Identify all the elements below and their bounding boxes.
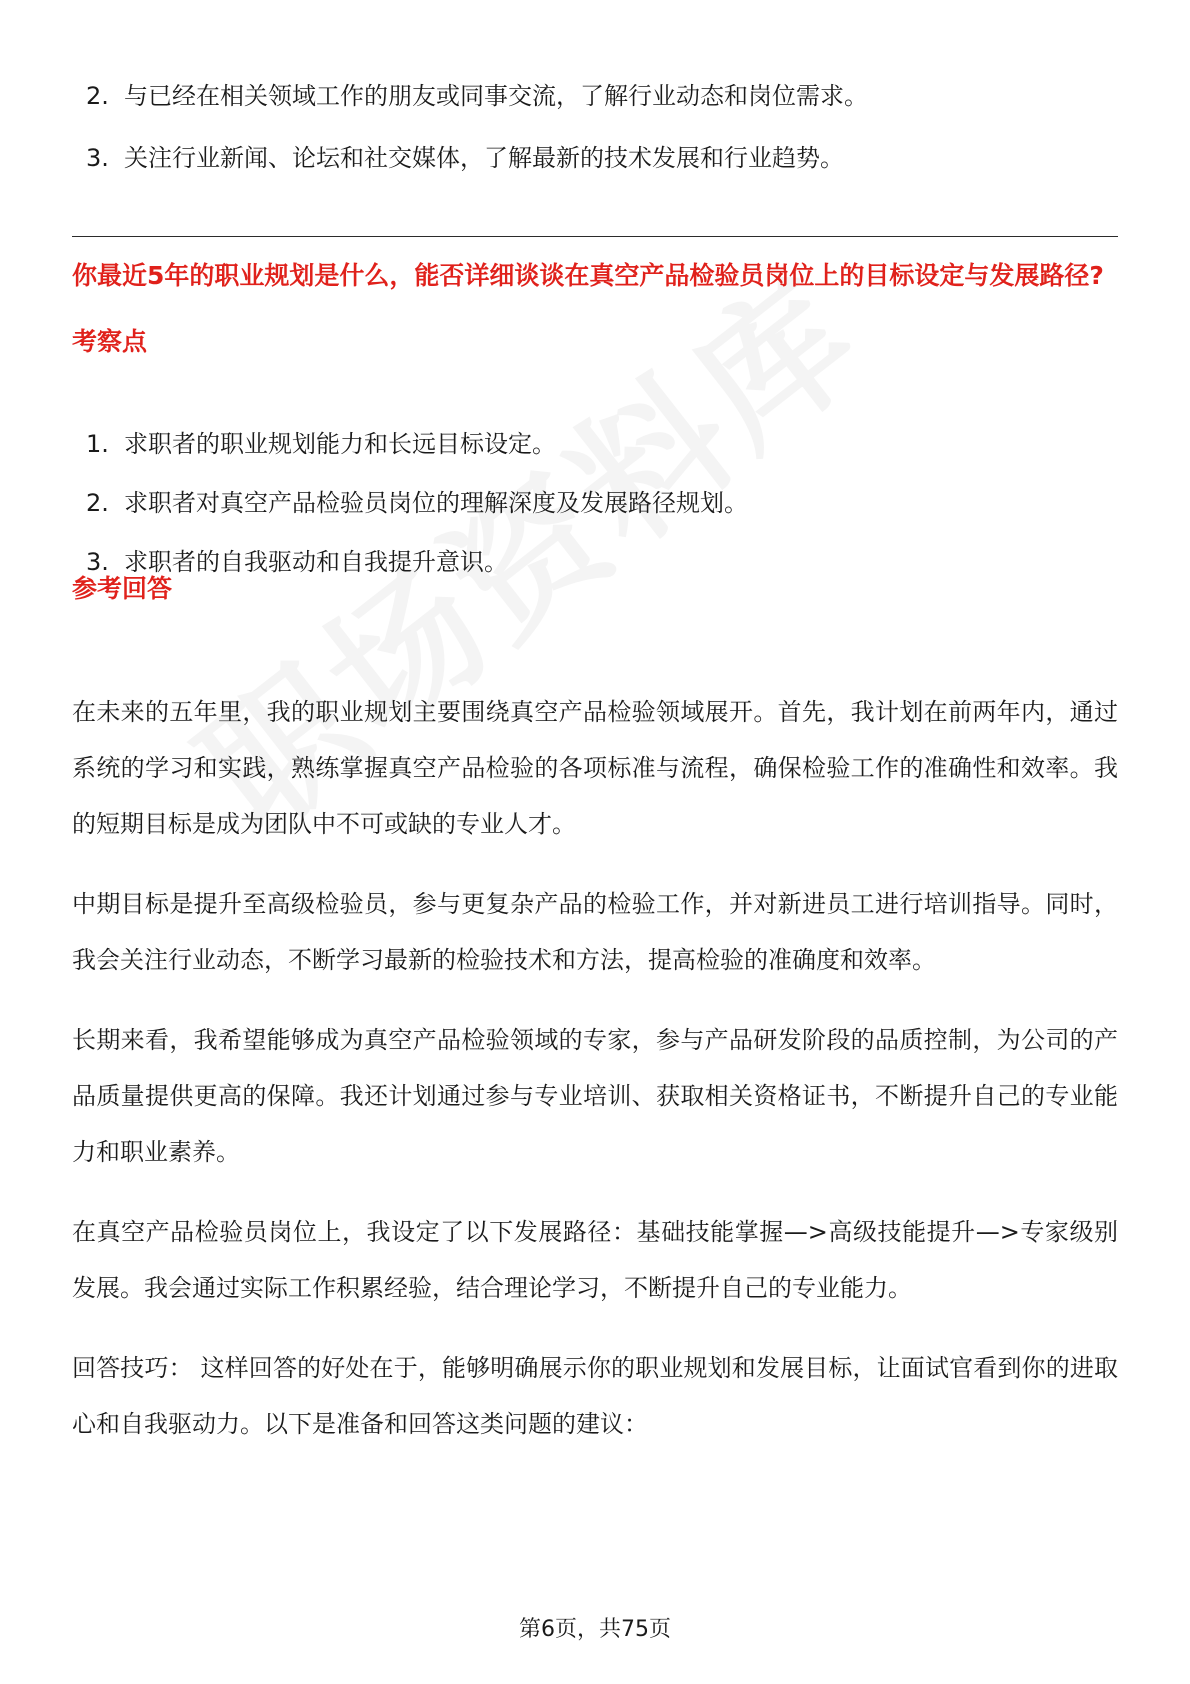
- list-item: [72, 545, 748, 579]
- intro-list: [72, 79, 868, 175]
- list-text: 求职者的自我驱动和自我提升意识。: [124, 548, 508, 576]
- list-text: 关注行业新闻、论坛和社交媒体，了解最新的技术发展和行业趋势。: [124, 144, 844, 172]
- answer-paragraph: 在真空产品检验员岗位上，我设定了以下发展路径：基础技能掌握—>高级技能提升—>专家级别发展。我会通过实际工作积累经验，结合理论学习，不断提升自己的专业能力。: [72, 1218, 1118, 1302]
- list-item: [72, 486, 748, 520]
- list-number: 3.: [86, 548, 109, 576]
- answer-tips-paragraph: 回答技巧： 这样回答的好处在于，能够明确展示你的职业规划和发展目标，让面试官看到你的进取心和自我驱动力。以下是准备和回答这类问题的建议：: [72, 1354, 1118, 1438]
- section-divider: [72, 236, 1118, 237]
- page-number: 第6页，共75页: [519, 1617, 671, 1642]
- list-item: [72, 141, 868, 175]
- list-number: 2.: [86, 82, 109, 110]
- list-text: 求职者的职业规划能力和长远目标设定。: [124, 430, 556, 458]
- answer-paragraph: 中期目标是提升至高级检验员，参与更复杂产品的检验工作，并对新进员工进行培训指导。同时，我会关注行业动态，不断学习最新的检验技术和方法，提高检验的准确度和效率。: [72, 890, 1118, 974]
- list-item: [72, 427, 748, 461]
- answer-body: [72, 684, 1118, 1476]
- answer-heading: 参考回答: [72, 574, 173, 603]
- list-item: [72, 79, 868, 113]
- answer-paragraph: 长期来看，我希望能够成为真空产品检验领域的专家，参与产品研发阶段的品质控制，为公司的产品质量提供更高的保障。我还计划通过参与专业培训、获取相关资格证书，不断提升自己的专业能力和职业素养。: [72, 1026, 1118, 1166]
- list-text: 与已经在相关领域工作的朋友或同事交流，了解行业动态和岗位需求。: [124, 82, 868, 110]
- list-number: 1.: [86, 430, 109, 458]
- answer-paragraph: 在未来的五年里，我的职业规划主要围绕真空产品检验领域展开。首先，我计划在前两年内，通过系统的学习和实践，熟练掌握真空产品检验的各项标准与流程，确保检验工作的准确性和效率。我的短期目标是成为团队中不可或缺的专业人才。: [72, 698, 1118, 838]
- list-number: 2.: [86, 489, 109, 517]
- interview-question: 你最近5年的职业规划是什么，能否详细谈谈在真空产品检验员岗位上的目标设定与发展路径?: [72, 261, 1104, 290]
- list-text: 求职者对真空产品检验员岗位的理解深度及发展路径规划。: [124, 489, 748, 517]
- list-number: 3.: [86, 144, 109, 172]
- focus-points-list: [72, 427, 748, 579]
- focus-heading: 考察点: [72, 327, 148, 356]
